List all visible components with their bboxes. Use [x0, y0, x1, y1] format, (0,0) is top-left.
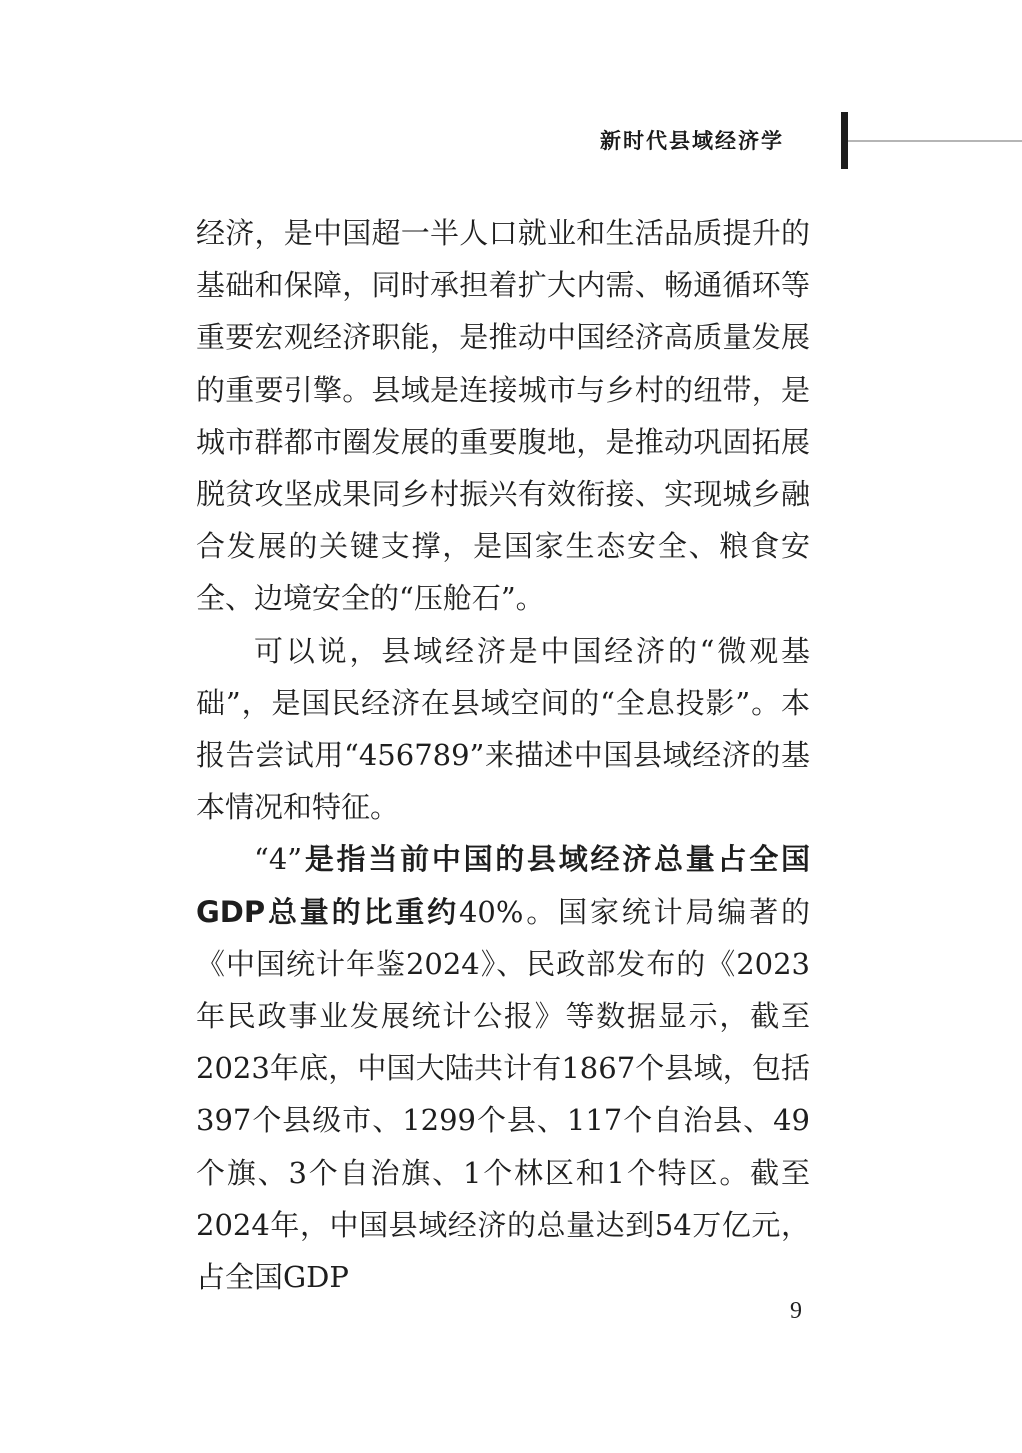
paragraph-3-bold-statement: 是指当前中国的县域经济总量占全国GDP总量的比重约 — [196, 842, 810, 929]
paragraph-2: 可以说，县域经济是中国经济的“微观基础”，是国民经济在县域空间的“全息投影”。本报告尝试用“456789”来描述中国县域经济的基本情况和特征。 — [196, 633, 810, 825]
header-rule-line — [848, 140, 1022, 142]
body-text — [196, 207, 810, 1303]
header-vertical-bar — [841, 112, 848, 169]
paragraph-1: 经济，是中国超一半人口就业和生活品质提升的基础和保障，同时承担着扩大内需、畅通循环等重要宏观经济职能，是推动中国经济高质量发展的重要引擎。县域是连接城市与乡村的纽带，是城市群都市圈发展的重要腹地，是推动巩固拓展脱贫攻坚成果同乡村振兴有效衔接、实现城乡融合发展的关键支撑，是国家生态安全、粮食安全、边境安全的“压舱石”。 — [196, 216, 810, 616]
paragraph-3-text: 国家统计局编著的《中国统计年鉴2024》、民政部发布的《2023年民政事业发展统计公报》等数据显示，截至2023年底，中国大陆共计有1867个县域，包括397个县级市、1299个县、117个自治县、49个旗、3个自治旗、1个林区和1个特区。截至2024年，中国县域经济的总量达到54万亿元，占全国GDP — [196, 894, 810, 1295]
paragraph-3-bold-value: 40%。 — [458, 894, 559, 929]
page-number: 9 — [790, 1298, 802, 1324]
paragraph-3-lead: “4” — [254, 842, 303, 877]
running-title: 新时代县域经济学 — [600, 129, 784, 153]
paragraph-3 — [196, 833, 810, 1303]
running-header — [0, 0, 1022, 200]
